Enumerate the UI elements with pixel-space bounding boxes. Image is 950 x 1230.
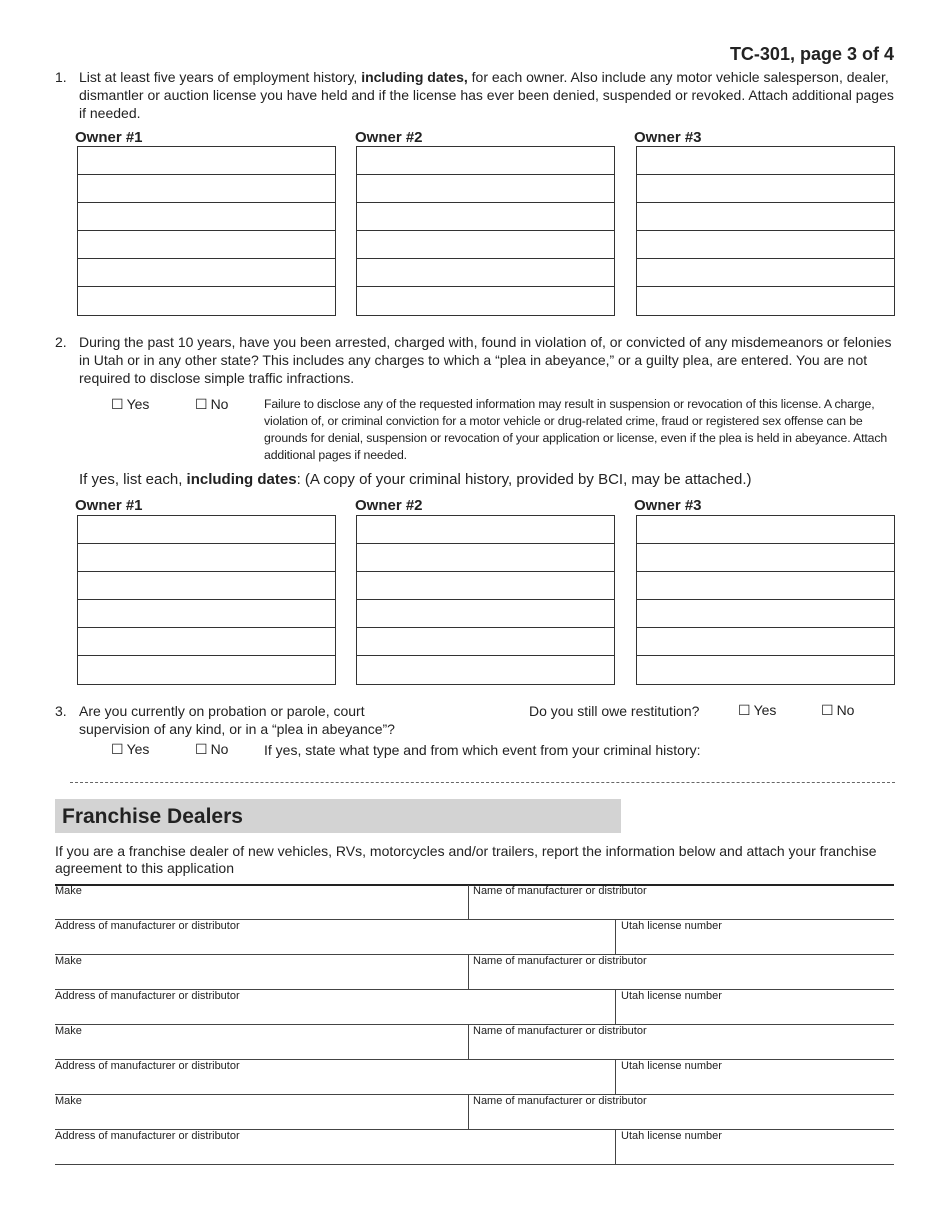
page-label: TC-301, page 3 of 4 [729,44,894,64]
restitution-yes-checkbox[interactable]: ☐ Yes [738,702,777,718]
q2-owner-2-grid[interactable] [356,515,615,685]
utah-license-field-4[interactable]: Utah license number [621,1130,722,1142]
q1-owner-2-grid[interactable] [356,146,615,316]
manufacturer-name-field-4[interactable]: Name of manufacturer or distributor [473,1095,647,1107]
divider [468,1025,469,1059]
q1-owner-2-label: Owner #2 [355,129,423,146]
q2-owner-3-label: Owner #3 [634,497,702,514]
q2-yes-checkbox[interactable]: ☐ Yes [111,396,150,412]
franchise-intro: If you are a franchise dealer of new vehicles, RVs, motorcycles and/or trailers, report the information below and attach your franchise agreement to this application [55,843,877,876]
make-field-4[interactable]: Make [55,1095,82,1107]
divider [615,990,616,1024]
q3-text: Are you currently on probation or parole, court supervision of any kind, or in a “plea in abeyance”? [79,703,395,737]
q3-number: 3. [55,703,67,719]
make-field-3[interactable]: Make [55,1025,82,1037]
divider [615,1130,616,1164]
q3-followup: If yes, state what type and from which event from your criminal history: [264,742,701,758]
divider [468,885,469,919]
make-field-1[interactable]: Make [55,885,82,897]
checkbox-icon: ☐ [111,396,124,412]
q1-owner-3-grid[interactable] [636,146,895,316]
utah-license-field-2[interactable]: Utah license number [621,990,722,1002]
q2-warning: Failure to disclose any of the requested information may result in suspension or revocation of this license. A charge, violation of, or criminal conviction for a motor vehicle or drug-related crime, fraud or registered sex offense can be grounds for denial, suspension or revocation of your application or license, even if the plea is held in abeyance. Attach additional pages if needed. [264,397,888,462]
q3-yes-checkbox[interactable]: ☐ Yes [111,741,150,757]
utah-license-field-1[interactable]: Utah license number [621,920,722,932]
manufacturer-address-field-3[interactable]: Address of manufacturer or distributor [55,1060,240,1072]
checkbox-icon: ☐ [111,741,124,757]
rule [55,1164,894,1165]
q1-owner-3-label: Owner #3 [634,129,702,146]
q2-list-instructions: If yes, list each, including dates: (A copy of your criminal history, provided by BCI, may be attached.) [79,471,752,488]
checkbox-icon: ☐ [195,741,208,757]
restitution-question: Do you still owe restitution? [529,703,700,719]
q1-number: 1. [55,69,67,85]
q1-text: List at least five years of employment history, including dates, for each owner. Also include any motor vehicle salesperson, dealer, dismantler or auction license you have held and if the license has ever been denied, suspended or revoked. Attach additional pages if needed. [79,69,894,121]
q2-owner-1-label: Owner #1 [75,497,143,514]
divider [615,920,616,954]
q2-text: During the past 10 years, have you been arrested, charged with, found in violation of, or convicted of any misdemeanors or felonies in Utah or in any other state? This includes any charges to which a “plea in abeyance,” or a guilty plea, are entered. You are not required to disclose simple traffic infractions. [79,334,892,386]
q2-number: 2. [55,334,67,350]
make-field-2[interactable]: Make [55,955,82,967]
divider [615,1060,616,1094]
q3-no-checkbox[interactable]: ☐ No [195,741,229,757]
manufacturer-address-field-1[interactable]: Address of manufacturer or distributor [55,920,240,932]
utah-license-field-3[interactable]: Utah license number [621,1060,722,1072]
restitution-no-checkbox[interactable]: ☐ No [821,702,855,718]
divider [468,955,469,989]
q2-owner-2-label: Owner #2 [355,497,423,514]
manufacturer-name-field-3[interactable]: Name of manufacturer or distributor [473,1025,647,1037]
manufacturer-address-field-4[interactable]: Address of manufacturer or distributor [55,1130,240,1142]
checkbox-icon: ☐ [195,396,208,412]
answer-line[interactable] [70,782,895,783]
q2-no-checkbox[interactable]: ☐ No [195,396,229,412]
divider [468,1095,469,1129]
checkbox-icon: ☐ [738,702,751,718]
section-title: Franchise Dealers [62,805,243,828]
checkbox-icon: ☐ [821,702,834,718]
manufacturer-name-field-2[interactable]: Name of manufacturer or distributor [473,955,647,967]
q1-owner-1-label: Owner #1 [75,129,143,146]
q1-owner-1-grid[interactable] [77,146,336,316]
q2-owner-1-grid[interactable] [77,515,336,685]
q2-owner-3-grid[interactable] [636,515,895,685]
manufacturer-name-field-1[interactable]: Name of manufacturer or distributor [473,885,647,897]
manufacturer-address-field-2[interactable]: Address of manufacturer or distributor [55,990,240,1002]
